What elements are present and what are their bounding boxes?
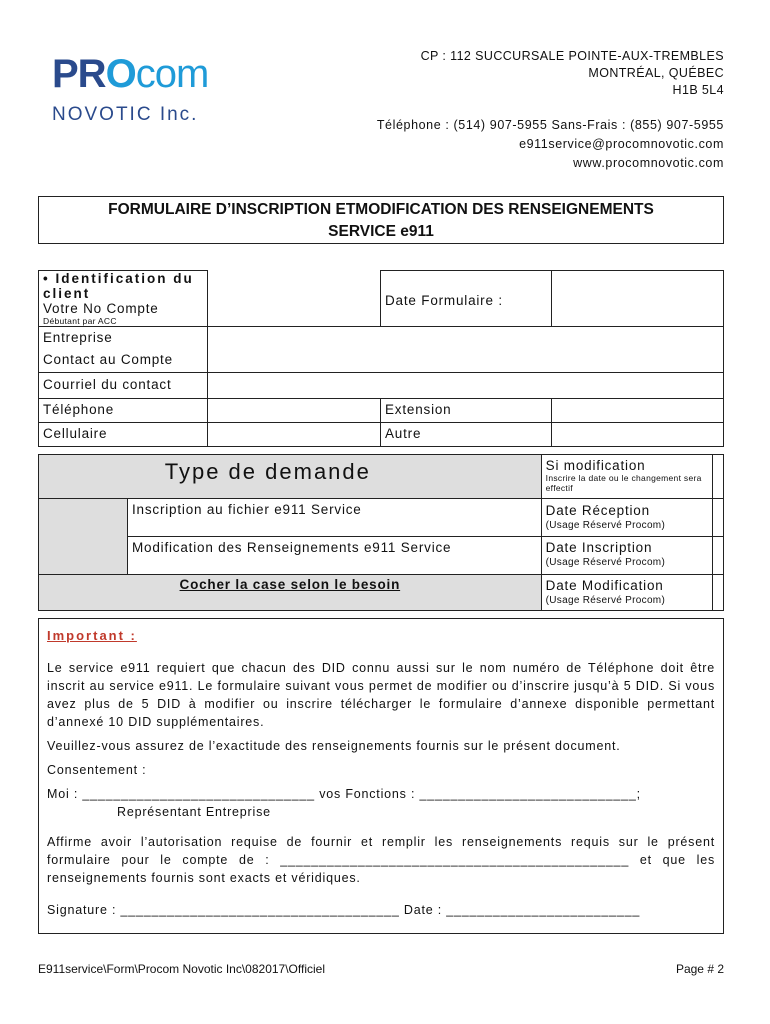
other-field[interactable]: [552, 423, 724, 447]
cell-label: Cellulaire: [39, 423, 208, 447]
important-title: Important :: [47, 628, 137, 643]
cell-field[interactable]: [208, 423, 381, 447]
important-p2: Veuillez-vous assurez de l’exactitude des renseignements fournis sur le présent document.: [47, 739, 621, 753]
check-note: Cocher la case selon le besoin: [179, 577, 401, 592]
date-inscription-field[interactable]: [712, 537, 723, 575]
email-field[interactable]: [208, 373, 724, 399]
date-modification-field[interactable]: [712, 575, 723, 611]
contact-email[interactable]: e911service@procomnovotic.com: [519, 137, 724, 151]
rep-label: Représentant Entreprise: [117, 805, 271, 819]
contact-phone: Téléphone : (514) 907-5955 Sans-Frais : (855) 907-5955: [376, 118, 724, 132]
if-mod-label: Si modification: [545, 458, 646, 473]
date-form-field[interactable]: [552, 271, 724, 327]
address-block: [421, 48, 724, 99]
request-table: [38, 454, 724, 611]
reserved-label-3: (Usage Réservé Procom): [545, 595, 666, 606]
phone-label: Téléphone: [39, 399, 208, 423]
footer-path: E911service\Form\Procom Novotic Inc\082017\Officiel: [38, 962, 326, 976]
option2-label: Modification des Renseignements e911 Service: [132, 540, 452, 555]
check-note-cell: [39, 575, 542, 611]
option2-cell[interactable]: [128, 537, 542, 575]
form-title-line2: SERVICE e911: [328, 223, 434, 240]
client-table: [38, 270, 724, 447]
option1-label: Inscription au fichier e911 Service: [132, 502, 362, 517]
form-title: [38, 196, 724, 244]
extension-field[interactable]: [552, 399, 724, 423]
request-title-text: Type de demande: [164, 459, 371, 484]
account-label: Votre No Compte: [43, 301, 159, 316]
date-form-label: Date Formulaire :: [381, 271, 552, 327]
logo-o: O: [105, 52, 136, 96]
account-hint: Débutant par ACC: [43, 316, 117, 326]
date-modification-label: Date Modification: [545, 578, 664, 593]
signature-line[interactable]: Signature : ____________________________________ Date : _________________________: [47, 903, 641, 917]
company-contact-field[interactable]: [208, 327, 724, 373]
logo-com: com: [135, 52, 209, 96]
account-field[interactable]: [208, 271, 381, 327]
logo-pro: PR: [52, 52, 106, 96]
reserved-label-2: (Usage Réservé Procom): [545, 557, 666, 568]
client-header: • Identification du client: [43, 271, 194, 301]
extension-label: Extension: [381, 399, 552, 423]
moi-line[interactable]: Moi : ______________________________ vos Fonctions : ____________________________;: [47, 787, 641, 801]
date-modification-cell: [541, 575, 712, 611]
company-label: Entreprise: [43, 330, 113, 345]
if-mod-field[interactable]: [712, 455, 723, 499]
address-line1: CP : 112 SUCCURSALE POINTE-AUX-TREMBLES: [420, 49, 724, 63]
request-title: [39, 455, 542, 499]
date-reception-label: Date Réception: [545, 503, 650, 518]
date-inscription-label: Date Inscription: [545, 540, 653, 555]
date-reception-cell: [541, 499, 712, 537]
date-reception-field[interactable]: [712, 499, 723, 537]
if-mod-hint: Inscrire la date ou le changement sera effectif: [545, 473, 702, 493]
company-contact-cell: [39, 327, 208, 373]
important-box: [38, 618, 724, 934]
address-line3: H1B 5L4: [672, 83, 724, 97]
phone-field[interactable]: [208, 399, 381, 423]
checkbox-gutter: [39, 499, 128, 575]
reserved-label-1: (Usage Réservé Procom): [545, 520, 666, 531]
form-title-line1: FORMULAIRE D’INSCRIPTION ETMODIFICATION DES RENSEIGNEMENTS: [108, 201, 654, 218]
other-label: Autre: [381, 423, 552, 447]
company-logo: [52, 52, 208, 97]
option1-cell[interactable]: [128, 499, 542, 537]
email-label: Courriel du contact: [39, 373, 208, 399]
address-line2: MONTRÉAL, QUÉBEC: [588, 66, 724, 80]
affirm-text: Affirme avoir l’autorisation requise de fournir et remplir les renseignements requis sur le présent formulaire pour le compte de : _____________________________________________ et que les renseignements fournis sont exacts et véridiques.: [47, 835, 715, 885]
date-inscription-cell: [541, 537, 712, 575]
important-p1: Le service e911 requiert que chacun des DID connu aussi sur le nom numéro de Téléphone doit être inscrit au service e911. Le formulaire suivant vous permet de modifier ou d’inscrire jusqu’à 5 DID. Si vous avez plus de 5 DID à modifier ou inscrire télécharger le formulaire d’annexe disponible permettant d’annexé 10 DID supplémentaires.: [47, 661, 715, 729]
contact-block: [377, 116, 724, 173]
consent-label: Consentement :: [47, 763, 147, 777]
contact-web[interactable]: www.procomnovotic.com: [573, 156, 724, 170]
account-cell: [39, 271, 208, 327]
page-number: Page # 2: [675, 962, 724, 976]
if-mod-cell: [541, 455, 712, 499]
logo-subtitle: NOVOTIC Inc.: [52, 104, 199, 125]
contact-label: Contact au Compte: [43, 352, 173, 367]
